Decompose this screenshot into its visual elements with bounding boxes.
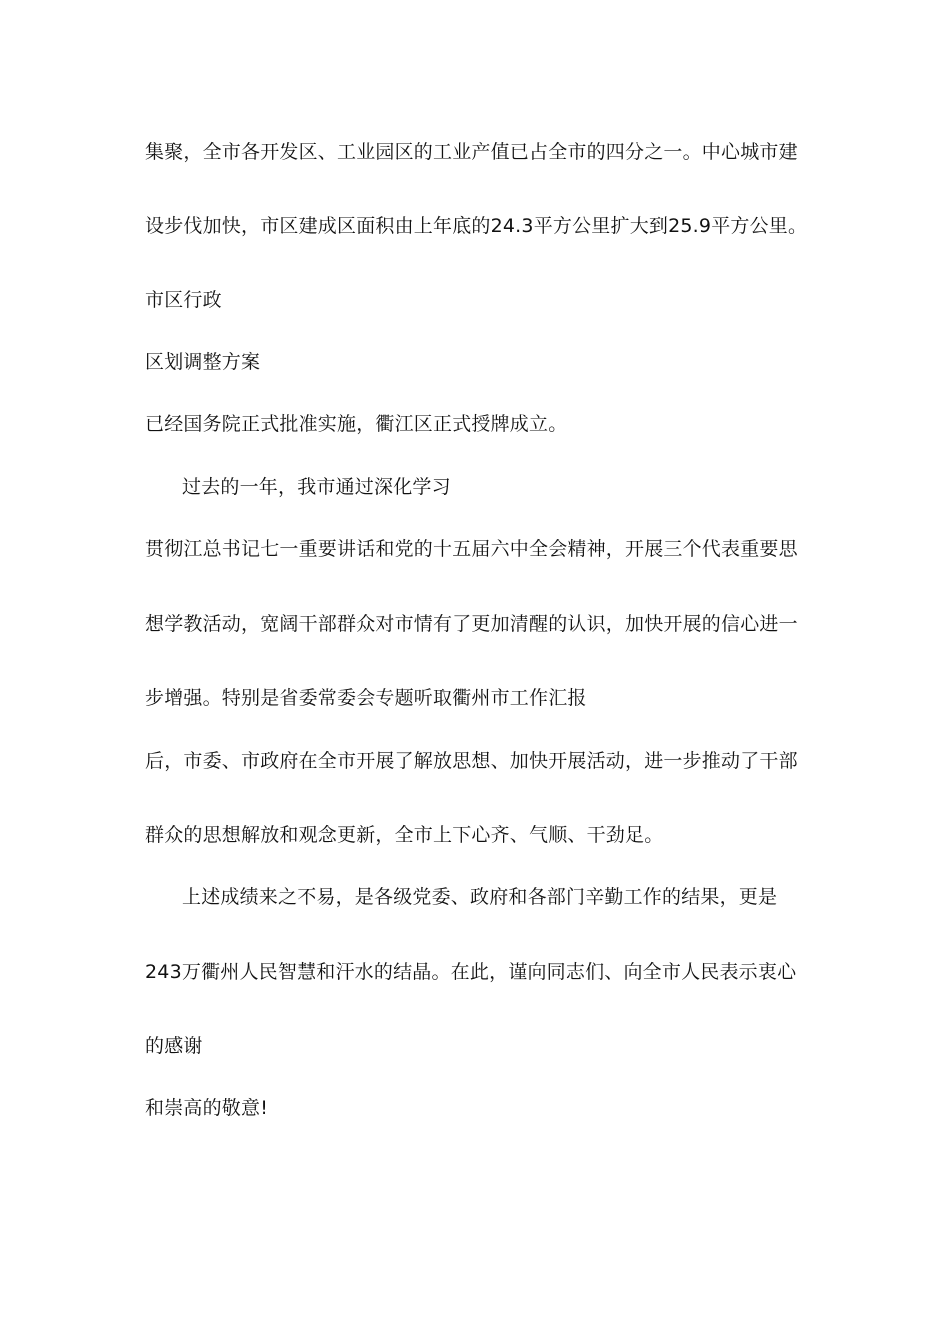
text-line-4: 区划调整方案 xyxy=(145,351,261,373)
text-line-2: 设步伐加快，市区建成区面积由上年底的24.3平方公里扩大到25.9平方公里。 xyxy=(145,215,808,237)
text-line-15: 和崇高的敬意! xyxy=(145,1097,269,1119)
text-line-3: 市区行政 xyxy=(145,289,222,311)
text-line-5: 已经国务院正式批准实施，衢江区正式授牌成立。 xyxy=(145,413,568,435)
text-line-6: 过去的一年，我市通过深化学习 xyxy=(182,476,451,498)
text-line-7: 贯彻江总书记七一重要讲话和党的十五届六中全会精神，开展三个代表重要思 xyxy=(145,538,798,560)
text-line-12: 上述成绩来之不易，是各级党委、政府和各部门辛勤工作的结果，更是 xyxy=(182,886,778,908)
text-line-10: 后，市委、市政府在全市开展了解放思想、加快开展活动，进一步推动了干部 xyxy=(145,750,798,772)
text-line-8: 想学教活动，宽阔干部群众对市情有了更加清醒的认识，加快开展的信心进一 xyxy=(145,613,798,635)
text-line-11: 群众的思想解放和观念更新，全市上下心齐、气顺、干劲足。 xyxy=(145,824,664,846)
text-line-14: 的感谢 xyxy=(145,1035,203,1057)
text-line-1: 集聚，全市各开发区、工业园区的工业产值已占全市的四分之一。中心城市建 xyxy=(145,141,798,163)
text-line-13: 243万衢州人民智慧和汗水的结晶。在此，谨向同志们、向全市人民表示衷心 xyxy=(145,961,797,983)
text-line-9: 步增强。特别是省委常委会专题听取衢州市工作汇报 xyxy=(145,687,587,709)
